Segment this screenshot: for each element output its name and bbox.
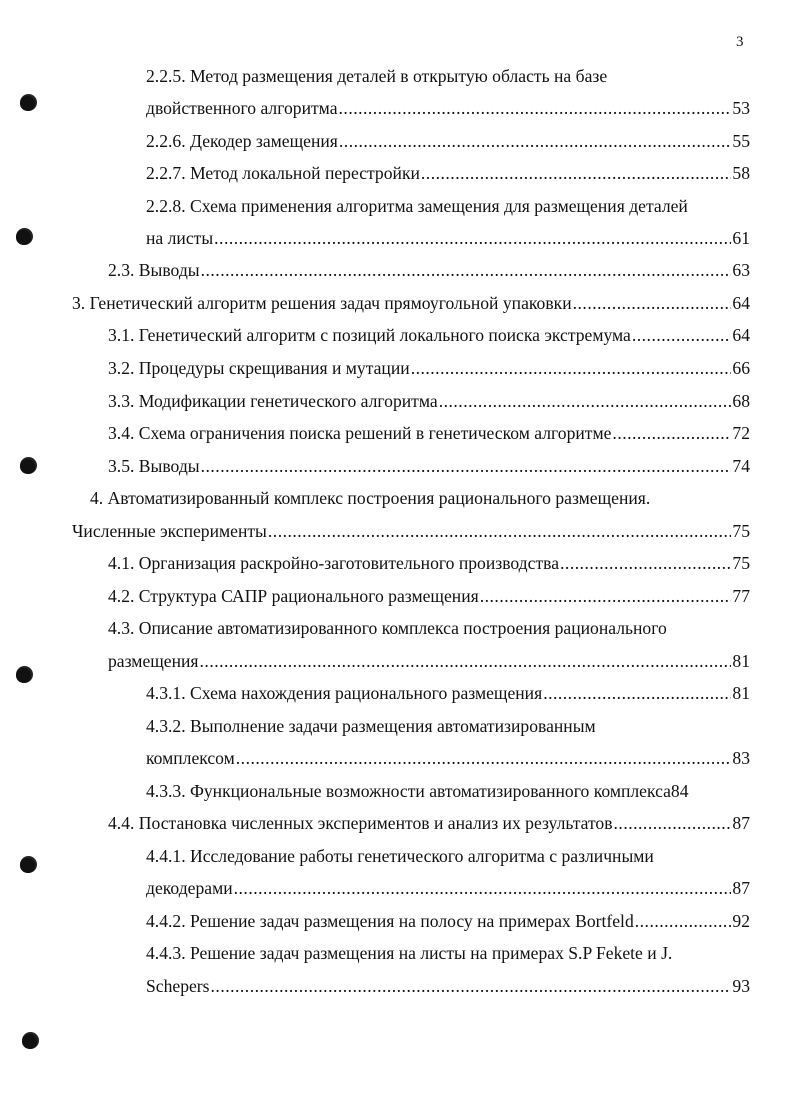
leader-dots: [480, 584, 732, 608]
toc-entry-3: [0, 291, 796, 315]
toc-page-number: 66: [732, 358, 750, 378]
toc-page-number: 92: [732, 911, 750, 931]
leader-dots: [234, 876, 732, 900]
toc-entry-2-2-8: [0, 194, 796, 218]
leader-dots: [339, 129, 732, 153]
toc-entry-3-3: [0, 389, 796, 413]
toc-entry-text: размещения: [108, 651, 199, 671]
toc-page-number: 87: [732, 813, 750, 833]
punch-hole-mark: [16, 668, 31, 683]
toc-entry-text: 2.2.6. Декодер замещения: [146, 131, 338, 151]
leader-dots: [632, 323, 732, 347]
toc-entry-4-3-1: [0, 681, 796, 705]
punch-hole-mark: [20, 459, 35, 474]
toc-page-number: 83: [732, 748, 750, 768]
toc-page-number: 93: [732, 976, 750, 996]
toc-entry-4-2: [0, 584, 796, 608]
toc-entry-text: 2.2.5. Метод размещения деталей в открытую область на базе: [146, 66, 608, 86]
punch-hole-mark: [20, 858, 35, 873]
leader-dots: [421, 161, 732, 185]
toc-entry-text: Численные эксперименты: [72, 521, 267, 541]
toc-page-number: 68: [732, 391, 750, 411]
toc-page-number: 87: [732, 878, 750, 898]
toc-entry-text: 4.4.2. Решение задач размещения на полосу на примерах Bortfeld: [146, 911, 634, 931]
leader-dots: [612, 421, 731, 445]
leader-dots: [200, 649, 732, 673]
punch-hole-mark: [16, 230, 31, 245]
toc-entry-text: 3.4. Схема ограничения поиска решений в генетическом алгоритме: [108, 423, 612, 443]
toc-page-number: 63: [732, 260, 750, 280]
leader-dots: [543, 681, 731, 705]
toc-entry-text: 4.4.1. Исследование работы генетического алгоритма с различными: [146, 846, 654, 866]
leader-dots: [411, 356, 732, 380]
toc-page-number: 55: [732, 131, 750, 151]
toc-entry-text: Schepers: [146, 976, 210, 996]
leader-dots: [201, 454, 732, 478]
toc-page-number: 61: [732, 228, 750, 248]
toc-entry-4-4: [0, 811, 796, 835]
toc-leader-line: [146, 96, 750, 120]
leader-dots: [614, 811, 732, 835]
toc-page-number: 77: [732, 586, 750, 606]
leader-dots: [560, 551, 731, 575]
toc-page-number: 75: [732, 521, 750, 541]
toc-entry-4-4-1: [0, 844, 796, 868]
toc-entry-3-5: [0, 454, 796, 478]
toc-entry-4-4-3: [0, 941, 796, 965]
toc-page-number: 81: [732, 651, 750, 671]
toc-page-number: 81: [732, 683, 750, 703]
toc-entry-text: 2.2.8. Схема применения алгоритма замещения для размещения деталей: [146, 196, 688, 216]
punch-hole-mark: [20, 96, 35, 111]
toc-page-number: 74: [732, 456, 750, 476]
toc-entry-4-3: [0, 616, 796, 640]
toc-page-number: 72: [732, 423, 750, 443]
leader-dots: [236, 746, 732, 770]
toc-entry-2-2-7: [0, 161, 796, 185]
toc-entry-2-3: [0, 258, 796, 282]
toc-entry-text: 4.3.1. Схема нахождения рационального размещения: [146, 683, 543, 703]
toc-entry-text: 4.4.3. Решение задач размещения на листы на примерах S.P Fekete и J.: [146, 943, 673, 963]
toc-page-number: 64: [732, 325, 750, 345]
toc-entry-2-2-5: [0, 64, 796, 88]
toc-page-number: 75: [732, 553, 750, 573]
leader-dots: [268, 519, 732, 543]
toc-entry-text: 3. Генетический алгоритм решения задач прямоугольной упаковки: [72, 293, 572, 313]
toc-entry-text: 4.1. Организация раскройно-заготовительного производства: [108, 553, 560, 573]
toc-entry-4-1: [0, 551, 796, 575]
toc-entry-4-4-2: [0, 909, 796, 933]
toc-entry-text: 4.3.3. Функциональные возможности автоматизированного комплекса: [146, 781, 671, 801]
toc-entry-text: 4. Автоматизированный комплекс построения рационального размещения.: [90, 488, 651, 508]
leader-dots: [211, 974, 732, 998]
toc-entry-text: декодерами: [146, 878, 233, 898]
toc-entry-text: на листы: [146, 228, 214, 248]
toc-entry-3-4: [0, 421, 796, 445]
leader-dots: [439, 389, 732, 413]
toc-entry-text: 4.3. Описание автоматизированного комплекса построения рационального: [108, 618, 667, 638]
toc-entry-text: 2.3. Выводы: [108, 260, 200, 280]
toc-entry-4: [0, 486, 796, 510]
leader-dots: [573, 291, 732, 315]
toc-page-number: 58: [732, 163, 750, 183]
toc-entry-text: 3.3. Модификации генетического алгоритма: [108, 391, 438, 411]
punch-hole-mark: [22, 1034, 37, 1049]
toc-page-number: 84: [670, 781, 689, 801]
toc-entry-text: двойственного алгоритма: [146, 98, 338, 118]
toc-entry-3-1: [0, 323, 796, 347]
toc-entry-3-2: [0, 356, 796, 380]
toc-page-number: 64: [732, 293, 750, 313]
toc-entry-text: 4.4. Постановка численных экспериментов и анализ их результатов: [108, 813, 613, 833]
toc-entry-text: 3.2. Процедуры скрещивания и мутации: [108, 358, 410, 378]
toc-entry-4-3-2: [0, 714, 796, 738]
toc-page-number: 53: [732, 98, 750, 118]
toc-entry-text: комплексом: [146, 748, 235, 768]
page-number: 3: [736, 34, 744, 50]
leader-dots: [635, 909, 732, 933]
toc-entry-text: 4.2. Структура САПР рационального размещения: [108, 586, 479, 606]
toc-entry-4-3-3: [0, 779, 796, 803]
toc-entry-2-2-6: [0, 129, 796, 153]
leader-dots: [201, 258, 732, 282]
toc-entry-text: 3.1. Генетический алгоритм с позиций локального поиска экстремума: [108, 325, 631, 345]
leader-dots: [214, 226, 731, 250]
leader-dots: [339, 96, 732, 120]
toc-entry-text: 2.2.7. Метод локальной перестройки: [146, 163, 420, 183]
toc-entry-text: 4.3.2. Выполнение задачи размещения автоматизированным: [146, 716, 596, 736]
toc-entry-text: 3.5. Выводы: [108, 456, 200, 476]
